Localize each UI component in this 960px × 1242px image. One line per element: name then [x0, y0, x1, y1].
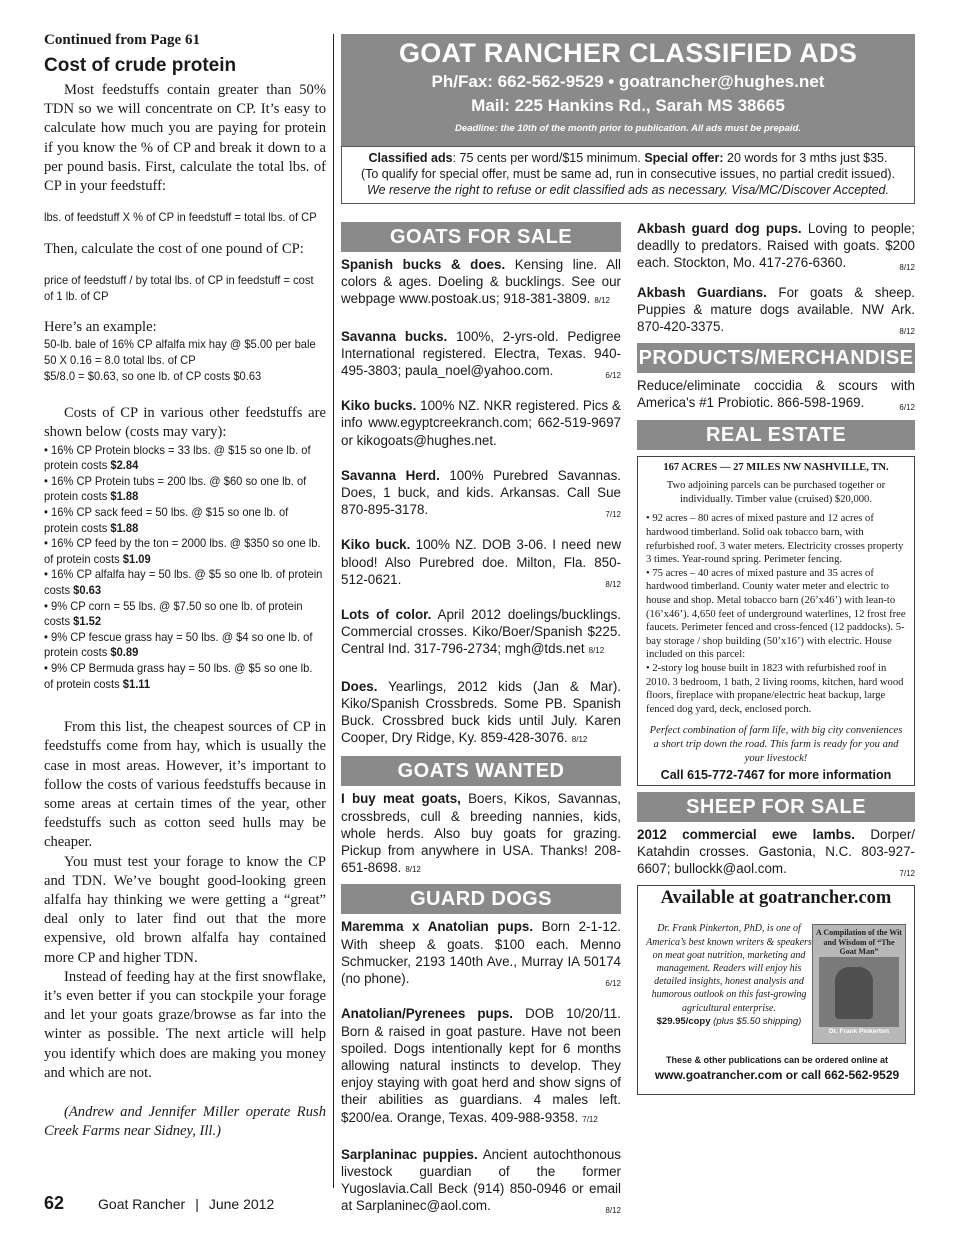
book-cover-image	[812, 924, 906, 1044]
cost-item: • 16% CP Protein tubs = 200 lbs. @ $60 so one lb. of protein costs $1.88	[44, 473, 307, 504]
order-url: www.goatrancher.com or call 662-562-9529	[654, 1068, 900, 1083]
listing-item: • 75 acres – 40 acres of mixed pasture and 35 acres of hardwood timberland. County water meter and electric to house and shop. Metal tobacco barn (26’x46’) with lean-to (16’x46’). 4,650 feet of underground waterlines, 12 frost free faucets. Perimeter fenced and cross-fenced (12 paddocks). 5-bay storage / shop building (50’x16’) with electric. House included on this parcel:	[646, 567, 906, 661]
classified-banner	[341, 34, 915, 146]
listing-item: • 2-story log house built in 1823 with refurbished roof in 2010. 3 bedroom, 1 bath, 2 living rooms, kitchen, hard wood floors, fireplace with propane/electric heat backup, large fenced dog yard, deck, enclosed porch.	[646, 662, 904, 715]
listing-title: 167 ACRES — 27 MILES NW NASHVILLE, TN.	[663, 461, 889, 473]
paragraph-6: Instead of feeding hay at the first snowflake, it’s even better if you can stockpile your forage and let your goats graze/browse as far into the winter as possible. The next article will help you identify which does are making you money and which are not.	[44, 968, 326, 1081]
book-cover-author: Dr. Frank Pinkerton	[829, 1028, 889, 1036]
classified-ad: 2012 commercial ewe lambs. Dorper/ Katahdin crosses. Gastonia, N.C. 803-927-6607; bullockk@aol.com. 7/12	[637, 826, 915, 879]
banner-mail: Mail: 225 Hankins Rd., Sarah MS 38665	[471, 96, 785, 115]
continued-label: Continued from Page 61	[44, 32, 200, 48]
classified-ad: Sarplaninac puppies. Ancient autochthonous livestock guardian of the former Yugoslavia.Call Beck (914) 850-0946 or email at Sarplaninec@aol.com. 8/12	[341, 1146, 621, 1216]
book-heading: Available at goatrancher.com	[660, 888, 892, 909]
real-estate-listing	[637, 456, 915, 786]
example-line: 50 X 0.16 = 8.0 total lbs. of CP	[44, 353, 196, 367]
ads-column-middle	[341, 222, 621, 1220]
book-price: $29.95/copy (plus $5.50 shipping)	[656, 1015, 802, 1027]
column-divider	[333, 34, 334, 1188]
cost-item: • 16% CP alfalfa hay = 50 lbs. @ $5 so one lb. of protein costs $0.63	[44, 567, 323, 597]
section-products: PRODUCTS/MERCHANDISE	[637, 343, 915, 373]
classified-ad: Does. Yearlings, 2012 kids (Jan & Mar). Kiko/Spanish Crossbreds. Some PB. Spanish Buck. Crossbred buck kids until July. Karen Cooper, Dry Ridge, Ky. 859-428-3076. 8/12	[341, 678, 621, 746]
page-number: 62	[44, 1193, 65, 1213]
order-note: These & other publications can be ordered online at	[665, 1055, 889, 1066]
classified-ad: Savanna Herd. 100% Purebred Savannas. Does, 1 buck, and kids. Arkansas. Call Sue 870-895-3178. 7/12	[341, 467, 621, 520]
section-guard-dogs: GUARD DOGS	[341, 884, 621, 914]
classified-ad: Anatolian/Pyrenees pups. DOB 10/20/11. Born & raised in goat pasture. Have not been spoiled. Dogs intentionally kept for 6 months allowing natural instincts to develop. They enjoy staying with goat herd and show signs of their abilities as guardians. 4 males left. $200/ea. Orange, Texas. 409-988-9358. 7/12	[341, 1006, 622, 1125]
issue-date: June 2012	[208, 1196, 275, 1212]
ads-column-right	[637, 220, 915, 1095]
listing-quote: Perfect combination of farm life, with big city conveniences a short trip down the road. This farm is ready for you and your livestock!	[649, 725, 903, 764]
listing-item: • 92 acres – 80 acres of mixed pasture and 12 acres of hardwood timberland. Solid oak tobacco barn, with refurbished roof. 3 water meters. Electricity crosses property 3 times. Year-round spring. Perimeter fencing.	[646, 513, 904, 566]
section-sheep-for-sale: SHEEP FOR SALE	[637, 792, 915, 822]
cost-item: • 9% CP corn = 55 lbs. @ $7.50 so one lb. of protein costs $1.52	[44, 598, 303, 629]
banner-title: GOAT RANCHER CLASSIFIED ADS	[398, 38, 858, 68]
classified-ad: Lots of color. April 2012 doelings/bucklings. Commercial crosses. Kiko/Boer/Spanish $225. Central Ind. 317-796-2734; mgh@tds.net 8/12	[341, 607, 621, 657]
classified-ad: Savanna bucks. 100%, 2-yrs-old. Pedigree International registered. Electra, Texas. 940-495-3803; paula_noel@yahoo.com. 6/12	[341, 328, 621, 381]
section-goats-for-sale: GOATS FOR SALE	[341, 222, 621, 252]
example-line: $5/8.0 = $0.63, so one lb. of CP costs $0.63	[44, 368, 262, 383]
classified-ad: Spanish bucks & does. Kensing line. All colors & ages. Doeling & bucklings. See our webpage www.postoak.us; 918-381-3809. 8/12	[341, 257, 622, 307]
classified-ad: I buy meat goats, Boers, Kikos, Savannas, crossbreds, cull & breeding nannies, kids, whole herds. Also buy goats for grazing. Pickup from anywhere in USA. Thanks! 208-651-8698. 8/12	[341, 791, 621, 876]
book-description: Dr. Frank Pinkerton, PhD, is one of America’s best known writers & speakers on meat goat nutrition, marketing and management. Readers will enjoy his detailed insights, honest analysis and humorous outlook on this fast-growing agricultural enterprise. $29.95/copy (plus $5.50 shipping)	[646, 923, 812, 1027]
magazine-name: Goat Rancher	[98, 1196, 186, 1212]
rates-line: Classified ads: 75 cents per word/$15 minimum. Special offer: 20 words for 3 mths just $35.	[368, 151, 888, 165]
cover-photo-figure	[835, 967, 873, 1019]
article-heading: Cost of crude protein	[44, 55, 237, 76]
listing-summary: Two adjoining parcels can be purchased together or individually. Timber value (cruised) $20,000.	[666, 480, 886, 505]
listing-call: Call 615-772-7467 for more information	[660, 768, 892, 783]
qualify-line: (To qualify for special offer, must be same ad, run in consecutive issues, no partial credit issued).	[360, 167, 896, 181]
formula-total-cp: lbs. of feedstuff X % of CP in feedstuff = total lbs. of CP	[44, 210, 317, 225]
banner-deadline: Deadline: the 10th of the month prior to publication. All ads must be prepaid.	[455, 123, 801, 134]
cost-item: • 16% CP sack feed = 50 lbs. @ $15 so one lb. of protein costs $1.88	[44, 504, 289, 535]
paragraph-5: You must test your forage to know the CP and TDN. We’ve bought good-looking green alfalfa hay thinking we were getting a “great” deal only to later find out that the more expensive, old brown alfalfa hay contained more CP and higher TDN.	[44, 853, 326, 966]
section-real-estate: REAL ESTATE	[637, 420, 915, 450]
cost-item: • 9% CP Bermuda grass hay = 50 lbs. @ $5 so one lb. of protein costs $1.11	[44, 660, 313, 691]
example-block	[44, 337, 325, 384]
article-column	[44, 32, 326, 1141]
classified-ad: Reduce/eliminate coccidia & scours with America's #1 Probiotic. 866-598-1969. 6/12	[637, 378, 915, 413]
formula-cost-per-lb: price of feedstuff / by total lbs. of CP in feedstuff = cost of 1 lb. of CP	[44, 273, 314, 303]
classified-ad: Akbash Guardians. For goats & sheep. Puppies & mature dogs available. NW Ark. 870-420-3375. 8/12	[637, 284, 915, 337]
author-byline: (Andrew and Jennifer Miller operate Rush Creek Farms near Sidney, Ill.)	[44, 1103, 326, 1140]
reserve-line: We reserve the right to refuse or edit classified ads as necessary. Visa/MC/Discover Accepted.	[367, 183, 889, 197]
paragraph-3: Costs of CP in various other feedstuffs are shown below (costs may vary):	[44, 405, 326, 441]
classified-ad: Kiko bucks. 100% NZ. NKR registered. Pics & info www.egyptcreekranch.com; 662-519-9697 or kikogoats@hughes.net.	[341, 398, 621, 448]
cost-item: • 9% CP fescue grass hay = 50 lbs. @ $4 so one lb. of protein costs $0.89	[44, 629, 313, 660]
classified-ad: Kiko buck. 100% NZ. DOB 3-06. I need new blood! Also Purebred doe. Milton, Fla. 850-512-0621. 8/12	[341, 537, 621, 589]
classified-ad: Maremma x Anatolian pups. Born 2-1-12. With sheep & goats. $100 each. Menno Schmucker, 2193 140th Ave., Murray IA 50174 (no phone). 6/12	[341, 919, 622, 989]
book-cover-title: A Compilation of the Wit and Wisdom of “The Goat Man”	[816, 928, 902, 957]
example-intro: Here’s an example:	[44, 319, 157, 336]
paragraph-4: From this list, the cheapest sources of CP in feedstuffs come from hay, which is usually the case in most areas. However, it’s important to follow the costs of various feedstuffs because in some areas at certain times of the year, other feedstuffs such as cotton seed hulls may be cheaper.	[44, 719, 326, 851]
footer-separator: |	[195, 1196, 199, 1212]
example-line: 50-lb. bale of 16% CP alfalfa mix hay @ $5.00 per bale	[44, 337, 316, 352]
book-promo	[637, 885, 915, 1095]
section-goats-wanted: GOATS WANTED	[341, 756, 621, 786]
cost-item: • 16% CP feed by the ton = 2000 lbs. @ $350 so one lb. of protein costs $1.09	[44, 536, 321, 566]
paragraph-2: Then, calculate the cost of one pound of CP:	[44, 240, 304, 257]
page-footer	[44, 1193, 274, 1214]
classified-rates-box	[341, 146, 915, 204]
paragraph-1: Most feedstuffs contain greater than 50% TDN so we will concentrate on CP. It’s easy to calculate how much you are paying for protein if you know the % of CP and break it down to a per pound basis. First, calculate the total lbs. of CP in your feedstuff:	[44, 82, 326, 195]
cost-item: • 16% CP Protein blocks = 33 lbs. @ $15 so one lb. of protein costs $2.84	[44, 442, 311, 473]
cost-list	[44, 443, 325, 693]
classified-ad: Akbash guard dog pups. Loving to people; deadlly to predators. Raised with goats. $200 each. Stockton, Mo. 417-276-6360. 8/12	[637, 221, 915, 273]
banner-phone: Ph/Fax: 662-562-9529 • goatrancher@hughes.net	[431, 72, 825, 91]
